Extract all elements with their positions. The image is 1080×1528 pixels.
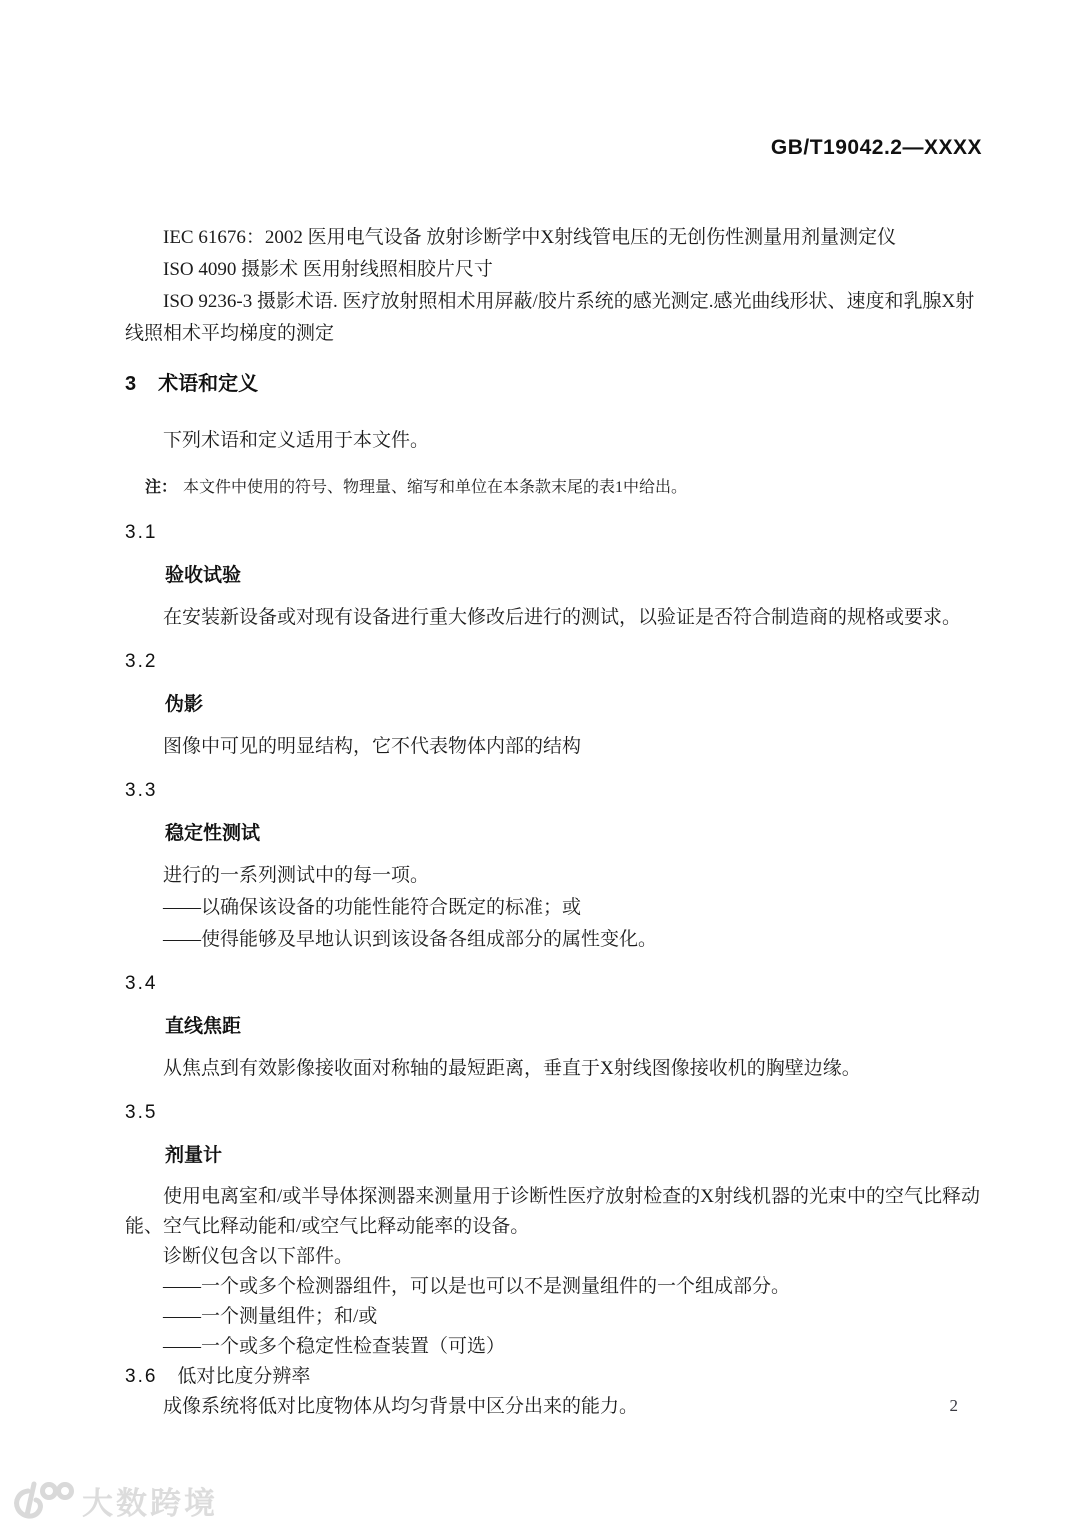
section-number: 3 <box>125 373 137 395</box>
term-number: 3.2 <box>125 651 158 672</box>
section-title: 术语和定义 <box>158 373 259 395</box>
term-number: 3.4 <box>125 973 158 994</box>
section-heading <box>125 368 984 400</box>
page-content <box>125 0 984 1422</box>
definition-paragraph: 诊断仪包含以下部件。 <box>163 1246 354 1267</box>
definition-paragraph: ——使得能够及早地认识到该设备各组成部分的属性变化。 <box>163 929 658 950</box>
definition-paragraph: 在安装新设备或对现有设备进行重大修改后进行的测试，以验证是否符合制造商的规格或要求。 <box>163 607 962 628</box>
term-number: 3.1 <box>125 522 158 543</box>
note-label: 注： <box>145 479 178 496</box>
reference-item: ISO 4090 摄影术 医用射线照相胶片尺寸 <box>163 259 493 280</box>
term-section <box>125 775 984 956</box>
term-definition <box>125 860 984 956</box>
term-name: 验收试验 <box>165 565 242 586</box>
definition-paragraph: ——以确保该设备的功能性能符合既定的标准；或 <box>163 897 582 918</box>
watermark-text: 大数跨境 <box>82 1486 218 1521</box>
definition-paragraph: 进行的一系列测试中的每一项。 <box>163 865 430 886</box>
definition-paragraph: 图像中可见的明显结构，它不代表物体内部的结构 <box>163 736 582 757</box>
definition-paragraph: ——一个或多个稳定性检查装置（可选） <box>163 1336 506 1357</box>
term-definition <box>125 731 984 763</box>
section-intro: 下列术语和定义适用于本文件。 <box>163 430 430 451</box>
term-inline-heading <box>125 1362 984 1392</box>
term-section <box>125 1097 984 1362</box>
term-number: 3.3 <box>125 780 158 801</box>
definition-paragraph: 从焦点到有效影像接收面对称轴的最短距离，垂直于X射线图像接收机的胸壁边缘。 <box>163 1058 861 1079</box>
references-block <box>125 222 984 350</box>
reference-item: ISO 9236-3 摄影术语. 医疗放射照相术用屏蔽/胶片系统的感光测定.感光曲线形状、速度和乳腺X射线照相术平均梯度的测定 <box>125 291 975 344</box>
term-number: 3.5 <box>125 1102 158 1123</box>
term-name: 伪影 <box>165 694 204 715</box>
definition-paragraph: ——一个或多个检测器组件，可以是也可以不是测量组件的一个组成部分。 <box>163 1276 791 1297</box>
watermark-logo-icon <box>12 1479 74 1523</box>
term-definition <box>125 1182 984 1362</box>
definition-paragraph: 使用电离室和/或半导体探测器来测量用于诊断性医疗放射检查的X射线机器的光束中的空气比释动能、空气比释动能和/或空气比释动能率的设备。 <box>125 1186 981 1237</box>
term-name: 直线焦距 <box>165 1016 242 1037</box>
term-name: 稳定性测试 <box>165 823 261 844</box>
term-definition <box>125 602 984 634</box>
term-section <box>125 517 984 634</box>
term-name: 低对比度分辨率 <box>177 1366 311 1387</box>
term-section <box>125 646 984 763</box>
watermark <box>12 1478 218 1523</box>
definition-paragraph: 成像系统将低对比度物体从均匀背景中区分出来的能力。 <box>163 1396 639 1417</box>
note <box>125 475 984 501</box>
definition-paragraph: ——一个测量组件；和/或 <box>163 1306 378 1327</box>
term-name: 剂量计 <box>165 1145 223 1166</box>
term-definition <box>125 1053 984 1085</box>
doc-number: GB/T19042.2—XXXX <box>770 136 982 159</box>
page-number: 2 <box>949 1396 958 1415</box>
term-section <box>125 968 984 1085</box>
term-number: 3.6 <box>125 1366 158 1387</box>
reference-item: IEC 61676：2002 医用电气设备 放射诊断学中X射线管电压的无创伤性测量用剂量测定仪 <box>163 227 897 248</box>
term-section <box>125 1362 984 1422</box>
note-text: 本文件中使用的符号、物理量、缩写和单位在本条款末尾的表1中给出。 <box>183 479 688 496</box>
terms-list <box>125 517 984 1422</box>
